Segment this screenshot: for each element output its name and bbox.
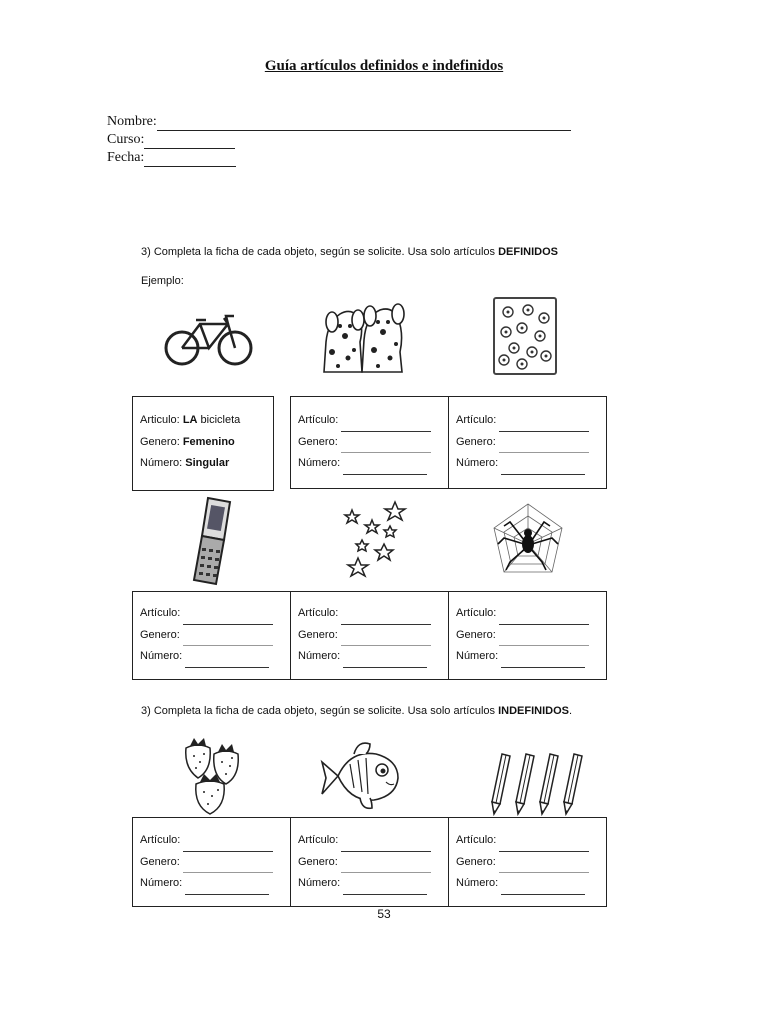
card-pencils [448, 817, 607, 907]
example-numero-row: Número: Singular [140, 457, 230, 469]
genero-blank[interactable] [183, 862, 273, 873]
example-card-content [132, 396, 274, 491]
articulo-blank[interactable] [341, 841, 431, 852]
numero-row: Número: [298, 646, 448, 668]
course-label: Curso: [107, 132, 145, 147]
genero-blank[interactable] [341, 635, 431, 646]
numero-row: Número: [456, 873, 607, 895]
pencils-icon [486, 752, 588, 816]
card-spider [448, 591, 607, 680]
numero-row: Número: [456, 453, 607, 475]
page-number: 53 [377, 907, 391, 921]
name-line[interactable] [157, 116, 571, 131]
genero-blank[interactable] [341, 442, 431, 453]
card-dogs [290, 396, 448, 489]
fish-icon [320, 738, 402, 814]
articulo-blank[interactable] [341, 421, 431, 432]
genero-row: Genero: [298, 432, 448, 454]
genero-blank[interactable] [499, 442, 589, 453]
numero-row: Número: [456, 646, 607, 668]
example-articulo-row: Articulo: LA bicicleta [140, 414, 241, 426]
genero-row: Genero: [140, 852, 290, 874]
numero-blank[interactable] [343, 464, 427, 475]
articulo-blank[interactable] [499, 614, 589, 625]
indefinidos-emphasis: INDEFINIDOS [498, 705, 569, 717]
bicycle-icon [162, 310, 254, 368]
card-strawberries [132, 817, 290, 907]
articulo-row: Artículo: [298, 410, 448, 432]
articulo-blank[interactable] [499, 841, 589, 852]
genero-row: Genero: [298, 625, 448, 647]
articulo-row: Artículo: [456, 830, 607, 852]
numero-blank[interactable] [501, 657, 585, 668]
example-numero-value: Singular [185, 457, 230, 469]
articulo-row: Artículo: [140, 603, 290, 625]
date-field[interactable] [107, 149, 236, 167]
flip-phone-icon [190, 496, 234, 586]
genero-blank[interactable] [183, 635, 273, 646]
articulo-row: Artículo: [298, 603, 448, 625]
genero-row: Genero: [456, 625, 607, 647]
numero-row: Número: [298, 453, 448, 475]
instruction-definidos: 3) Completa la ficha de cada objeto, según se solicite. Usa solo artículos DEFINIDOS [141, 246, 558, 258]
genero-row: Genero: [456, 432, 607, 454]
numero-row: Número: [140, 873, 290, 895]
dalmatian-dogs-icon [318, 292, 406, 376]
card-phone [132, 591, 290, 680]
numero-blank[interactable] [185, 657, 269, 668]
numero-blank[interactable] [343, 884, 427, 895]
genero-blank[interactable] [341, 862, 431, 873]
articulo-blank[interactable] [183, 841, 273, 852]
numero-blank[interactable] [185, 884, 269, 895]
example-label: Ejemplo: [141, 275, 184, 287]
course-field[interactable] [107, 131, 235, 149]
genero-row: Genero: [140, 625, 290, 647]
numero-blank[interactable] [343, 657, 427, 668]
course-line[interactable] [144, 134, 235, 149]
articulo-blank[interactable] [183, 614, 273, 625]
numero-row: Número: [298, 873, 448, 895]
articulo-row: Artículo: [140, 830, 290, 852]
genero-blank[interactable] [499, 862, 589, 873]
genero-blank[interactable] [499, 635, 589, 646]
name-label: Nombre: [107, 114, 157, 129]
name-field[interactable] [107, 113, 571, 131]
example-genero-row: Genero: Femenino [140, 435, 235, 448]
numero-blank[interactable] [501, 464, 585, 475]
flowers-card-icon [492, 296, 558, 376]
numero-row: Número: [140, 646, 290, 668]
page-title: Guía artículos definidos e indefinidos [264, 58, 504, 74]
stars-icon [340, 500, 410, 582]
example-genero-value: Femenino [182, 435, 235, 448]
date-line[interactable] [144, 152, 236, 167]
card-flowers [448, 396, 607, 489]
articulo-row: Artículo: [456, 603, 607, 625]
numero-blank[interactable] [501, 884, 585, 895]
articulo-row: Artículo: [456, 410, 607, 432]
articulo-blank[interactable] [499, 421, 589, 432]
example-articulo-value: LA [182, 414, 198, 426]
spider-icon [490, 500, 566, 578]
genero-row: Genero: [456, 852, 607, 874]
date-label: Fecha: [107, 150, 145, 165]
articulo-row: Artículo: [298, 830, 448, 852]
card-stars [290, 591, 448, 680]
genero-row: Genero: [298, 852, 448, 874]
definidos-emphasis: DEFINIDOS [498, 246, 558, 258]
instruction-indefinidos: 3) Completa la ficha de cada objeto, según se solicite. Usa solo artículos INDEFINIDOS. [141, 705, 573, 717]
card-fish [290, 817, 448, 907]
strawberries-icon [180, 734, 244, 816]
articulo-blank[interactable] [341, 614, 431, 625]
